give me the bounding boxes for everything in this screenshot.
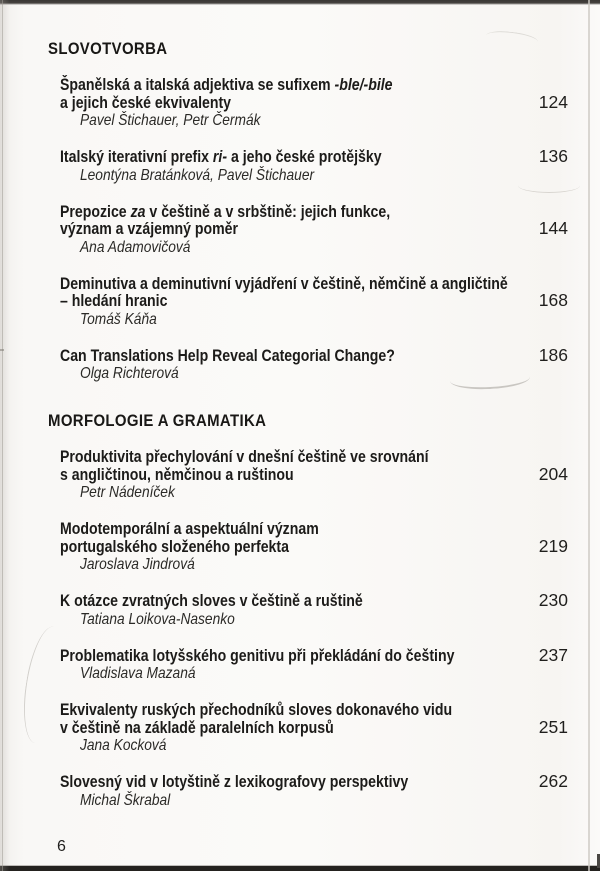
entry-authors: Vladislava Mazaná (80, 665, 196, 682)
title-segment: s angličtinou, němčinou a ruštinou (60, 464, 294, 484)
entry-page-number: 144 (538, 218, 568, 238)
entry-row (60, 344, 568, 365)
toc-entry (60, 520, 568, 573)
entry-page-number: 204 (538, 463, 568, 484)
entry-title-line (60, 448, 449, 466)
entry-row (60, 520, 568, 555)
entry-title-line (60, 773, 449, 791)
entry-page-number: 237 (538, 644, 568, 665)
entry-row (60, 448, 568, 483)
title-segment: Deminutiva a deminutivní vyjádření v češtině, němčině a angličtině (60, 273, 508, 293)
entry-row (60, 76, 568, 111)
entry-page-number: 186 (538, 344, 568, 365)
entry-title-line (60, 592, 449, 610)
entry-title-line (60, 719, 449, 737)
entry-title-line (60, 220, 449, 238)
entry-title-line (60, 645, 455, 665)
entry-title (60, 275, 529, 310)
entry-authors: Tomáš Káňa (80, 310, 157, 328)
title-segment: Ekvivalenty ruských přechodníků sloves dokonavého vidu (60, 700, 453, 719)
entry-title-line (60, 76, 449, 94)
toc-entry (60, 203, 568, 256)
title-segment: Slovesný vid v lotyštině z lexikografovy perspektivy (60, 772, 409, 791)
entry-row (60, 773, 568, 791)
entry-title (60, 647, 529, 665)
title-segment: v češtině na základě paralelních korpusů (60, 717, 334, 737)
entry-title-line (60, 203, 449, 221)
entry-title-line (60, 292, 449, 310)
entry-title-line (60, 520, 449, 538)
toc-entry (60, 701, 568, 754)
entry-title-line (60, 466, 449, 484)
toc-entry (60, 592, 568, 628)
entry-title (60, 148, 529, 166)
entry-page-number: 124 (538, 91, 568, 112)
title-segment: Produktivita přechylování v dnešní češtině ve srovnání (60, 447, 429, 466)
entry-title (60, 448, 529, 483)
title-segment: -ble/-bile (334, 75, 393, 94)
entry-authors: Olga Richterová (80, 365, 179, 382)
title-segment: v češtině a v srbštině: jejich funkce, (145, 201, 391, 221)
entry-title (60, 520, 529, 555)
entry-title-line (60, 538, 449, 556)
entry-authors: Michal Škrabal (80, 791, 171, 809)
title-segment: Problematika lotyšského genitivu při překládání do češtiny (60, 645, 455, 665)
toc-entry (60, 448, 568, 501)
title-segment: a jejich české ekvivalenty (60, 92, 232, 112)
title-segment: za (130, 201, 146, 221)
scan-edge-left-line (2, 0, 3, 871)
entry-title-line (60, 94, 449, 112)
title-segment: K otázce zvratných sloves v češtině a ruštině (60, 591, 363, 610)
scan-edge-bottom (0, 866, 600, 871)
toc-section (48, 40, 568, 382)
toc-entry (60, 275, 568, 328)
entry-row (60, 148, 568, 166)
entry-authors: Jana Kocková (80, 737, 167, 754)
title-segment: a jeho české protějšky (227, 147, 382, 166)
entry-page-number: 168 (538, 290, 568, 310)
entry-row (60, 701, 568, 736)
page-number: 6 (57, 838, 66, 855)
entry-page-number: 230 (538, 590, 568, 610)
section-entries (48, 448, 568, 809)
toc-entry (60, 773, 568, 809)
entry-authors: Ana Adamovičová (80, 238, 191, 256)
toc-entry (60, 148, 568, 184)
scan-edge-top (0, 0, 600, 5)
entry-row (60, 592, 568, 610)
entry-title (60, 76, 529, 111)
toc-section (48, 412, 568, 809)
entry-row (60, 275, 568, 310)
title-segment: Italský iterativní prefix (60, 147, 213, 166)
entry-title (60, 773, 529, 791)
entry-page-number: 136 (538, 146, 568, 166)
title-segment: Španělská a italská adjektiva se sufixem (60, 75, 335, 94)
toc-entry (60, 644, 568, 683)
entry-authors: Tatiana Loikova-Nasenko (80, 610, 235, 628)
entry-title-line (60, 273, 508, 293)
entry-title (60, 592, 529, 610)
entry-page-number: 262 (538, 771, 568, 791)
toc-entry (60, 344, 568, 383)
entry-authors: Petr Nádeníček (80, 484, 175, 501)
entry-title-line (60, 148, 449, 166)
table-of-contents (48, 40, 568, 828)
entry-authors: Pavel Štichauer, Petr Čermák (80, 112, 261, 129)
entry-title-line (60, 700, 453, 719)
title-segment: ri- (212, 147, 228, 166)
toc-entry (60, 76, 568, 129)
section-heading: MORFOLOGIE A GRAMATIKA (48, 411, 267, 430)
title-segment: Can Translations Help Reveal Categorial Change? (60, 345, 395, 365)
title-segment: Modotemporální a aspektuální význam (60, 519, 319, 538)
entry-authors: Jaroslava Jindrová (80, 556, 195, 573)
scan-edge-right-line (588, 0, 590, 871)
title-segment: portugalského složeného perfekta (60, 536, 289, 556)
entry-title (60, 347, 529, 365)
entry-title (60, 701, 529, 736)
entry-title-line (60, 347, 449, 365)
entry-authors: Leontýna Bratánková, Pavel Štichauer (80, 166, 315, 184)
entry-row (60, 644, 568, 665)
entry-page-number: 251 (538, 716, 568, 737)
entry-row (60, 203, 568, 238)
entry-page-number: 219 (538, 535, 568, 556)
title-segment: – hledání hranic (60, 291, 168, 310)
entry-title (60, 203, 529, 238)
section-entries (48, 76, 568, 382)
title-segment: Prepozice (60, 201, 131, 221)
title-segment: význam a vzájemný poměr (60, 219, 239, 238)
section-heading: SLOVOTVORBA (48, 39, 168, 58)
